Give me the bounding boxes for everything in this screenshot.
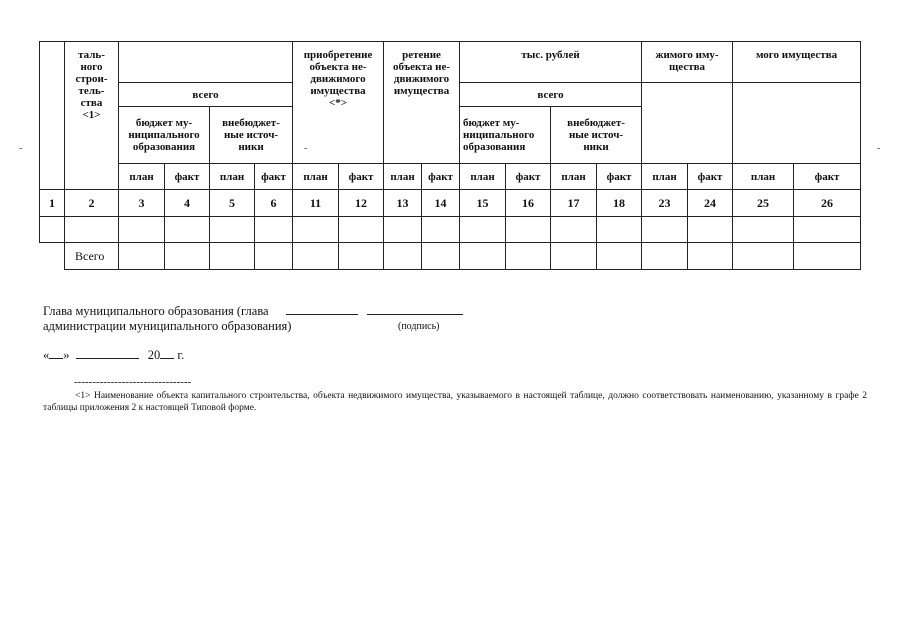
signature-line2: администрации муниципального образования) (43, 319, 292, 333)
plan-fact-cell: факт (688, 164, 733, 190)
total-cell[interactable] (642, 243, 688, 270)
column-number-cell: 15 (460, 190, 506, 217)
plan-fact-cell: факт (339, 164, 384, 190)
plan-fact-cell: план (551, 164, 597, 190)
column-number-row (40, 190, 861, 217)
table-cell[interactable] (551, 217, 597, 243)
group-3-6-header (119, 42, 293, 83)
table-cell[interactable] (165, 217, 210, 243)
column-number-cell: 4 (165, 190, 210, 217)
column-number-cell: 16 (506, 190, 551, 217)
column-number-cell: 3 (119, 190, 165, 217)
total-cell[interactable] (422, 243, 460, 270)
report-table (39, 41, 861, 270)
total-cell[interactable] (339, 243, 384, 270)
column-number-cell: 6 (255, 190, 293, 217)
year-field-line (160, 348, 174, 359)
column-number-cell: 12 (339, 190, 384, 217)
margin-mark: - (19, 143, 23, 154)
total-cell[interactable] (119, 243, 165, 270)
table-cell[interactable] (642, 217, 688, 243)
group-23-24-sub (642, 83, 733, 164)
plan-fact-row (40, 164, 861, 190)
thousand-rubles-header: тыс. рублей (460, 42, 642, 83)
margin-mark: - (877, 143, 881, 154)
table-cell[interactable] (65, 217, 119, 243)
plan-fact-cell: факт (506, 164, 551, 190)
plan-fact-cell: план (733, 164, 794, 190)
total-blank-cell (40, 243, 65, 270)
total-cell[interactable] (688, 243, 733, 270)
table-cell[interactable] (422, 217, 460, 243)
total-cell[interactable] (165, 243, 210, 270)
column-number-cell: 14 (422, 190, 460, 217)
year-suffix: г. (177, 348, 185, 362)
footnote-text: <1> Наименование объекта капитального строительства, объекта недвижимого имущества, указываемого в настоящей таблице, должно соответствовать наименованию, указанному в графе 2 таблицы приложения 2 к настоящей Типовой форме. (43, 391, 867, 413)
date-open-quote: « (43, 348, 50, 362)
total-cell[interactable] (551, 243, 597, 270)
column-number-cell: 13 (384, 190, 422, 217)
column-number-cell: 11 (293, 190, 339, 217)
margin-mark: - (304, 143, 308, 154)
signature-field-line (367, 304, 463, 315)
table-cell[interactable] (460, 217, 506, 243)
total-cell[interactable] (255, 243, 293, 270)
total-cell[interactable] (733, 243, 794, 270)
day-field-line (49, 348, 63, 359)
total-label: Всего (65, 243, 119, 270)
plan-fact-cell: план (210, 164, 255, 190)
name-field-line (286, 304, 358, 315)
table-cell[interactable] (597, 217, 642, 243)
table-cell[interactable] (293, 217, 339, 243)
month-field-line (76, 348, 139, 359)
plan-fact-cell: план (642, 164, 688, 190)
signature-line1: Глава муниципального образования (глава (43, 304, 269, 318)
column-number-cell: 23 (642, 190, 688, 217)
footnote-separator: -------------------------------- (74, 376, 192, 388)
plan-fact-cell: план (384, 164, 422, 190)
table-cell[interactable] (506, 217, 551, 243)
total-row (40, 243, 861, 270)
table-cell[interactable] (688, 217, 733, 243)
plan-fact-cell: факт (422, 164, 460, 190)
year-prefix: 20 (147, 348, 161, 362)
plan-fact-cell: план (460, 164, 506, 190)
group-25-26-header: мого имущества (733, 42, 861, 83)
total-cell[interactable] (597, 243, 642, 270)
vsego-header-right: всего (460, 83, 642, 107)
column-number-cell: 26 (794, 190, 861, 217)
plan-fact-cell: факт (255, 164, 293, 190)
col1-header-cell (40, 42, 65, 190)
table-cell[interactable] (119, 217, 165, 243)
budget-header-left: бюджет му- ниципального образования (119, 107, 210, 164)
table-cell[interactable] (733, 217, 794, 243)
acquisition2-header: ретение объекта не- движимого имущества (384, 42, 460, 164)
column-number-cell: 25 (733, 190, 794, 217)
table-cell[interactable] (255, 217, 293, 243)
object-name-header: таль- ного строи- тель- ства <1> (65, 42, 119, 190)
acquisition-header: приобретение объекта не- движимого имущества <*> (293, 42, 384, 164)
offbudget-header-left: внебюджет- ные источ- ники (210, 107, 293, 164)
total-cell[interactable] (794, 243, 861, 270)
column-number-cell: 2 (65, 190, 119, 217)
group-23-24-header: жимого иму- щества (642, 42, 733, 83)
total-cell[interactable] (293, 243, 339, 270)
vsego-header-left: всего (119, 83, 293, 107)
column-number-cell: 1 (40, 190, 65, 217)
table-row (40, 217, 861, 243)
table-cell[interactable] (794, 217, 861, 243)
podpis-caption: (подпись) (398, 321, 440, 332)
total-cell[interactable] (384, 243, 422, 270)
group-25-26-sub (733, 83, 861, 164)
table-cell[interactable] (210, 217, 255, 243)
table-cell[interactable] (384, 217, 422, 243)
total-cell[interactable] (506, 243, 551, 270)
table-cell[interactable] (40, 217, 65, 243)
plan-fact-cell: план (119, 164, 165, 190)
plan-fact-cell: план (293, 164, 339, 190)
column-number-cell: 17 (551, 190, 597, 217)
plan-fact-cell: факт (165, 164, 210, 190)
offbudget-header-right: внебюджет- ные источ- ники (551, 107, 642, 164)
plan-fact-cell: факт (597, 164, 642, 190)
column-number-cell: 24 (688, 190, 733, 217)
total-cell[interactable] (460, 243, 506, 270)
date-line (43, 348, 184, 363)
column-number-cell: 5 (210, 190, 255, 217)
total-cell[interactable] (210, 243, 255, 270)
budget-header-right: бюджет му- ниципального образования (460, 107, 551, 164)
plan-fact-cell: факт (794, 164, 861, 190)
table-cell[interactable] (339, 217, 384, 243)
column-number-cell: 18 (597, 190, 642, 217)
date-close-quote: » (63, 348, 70, 362)
